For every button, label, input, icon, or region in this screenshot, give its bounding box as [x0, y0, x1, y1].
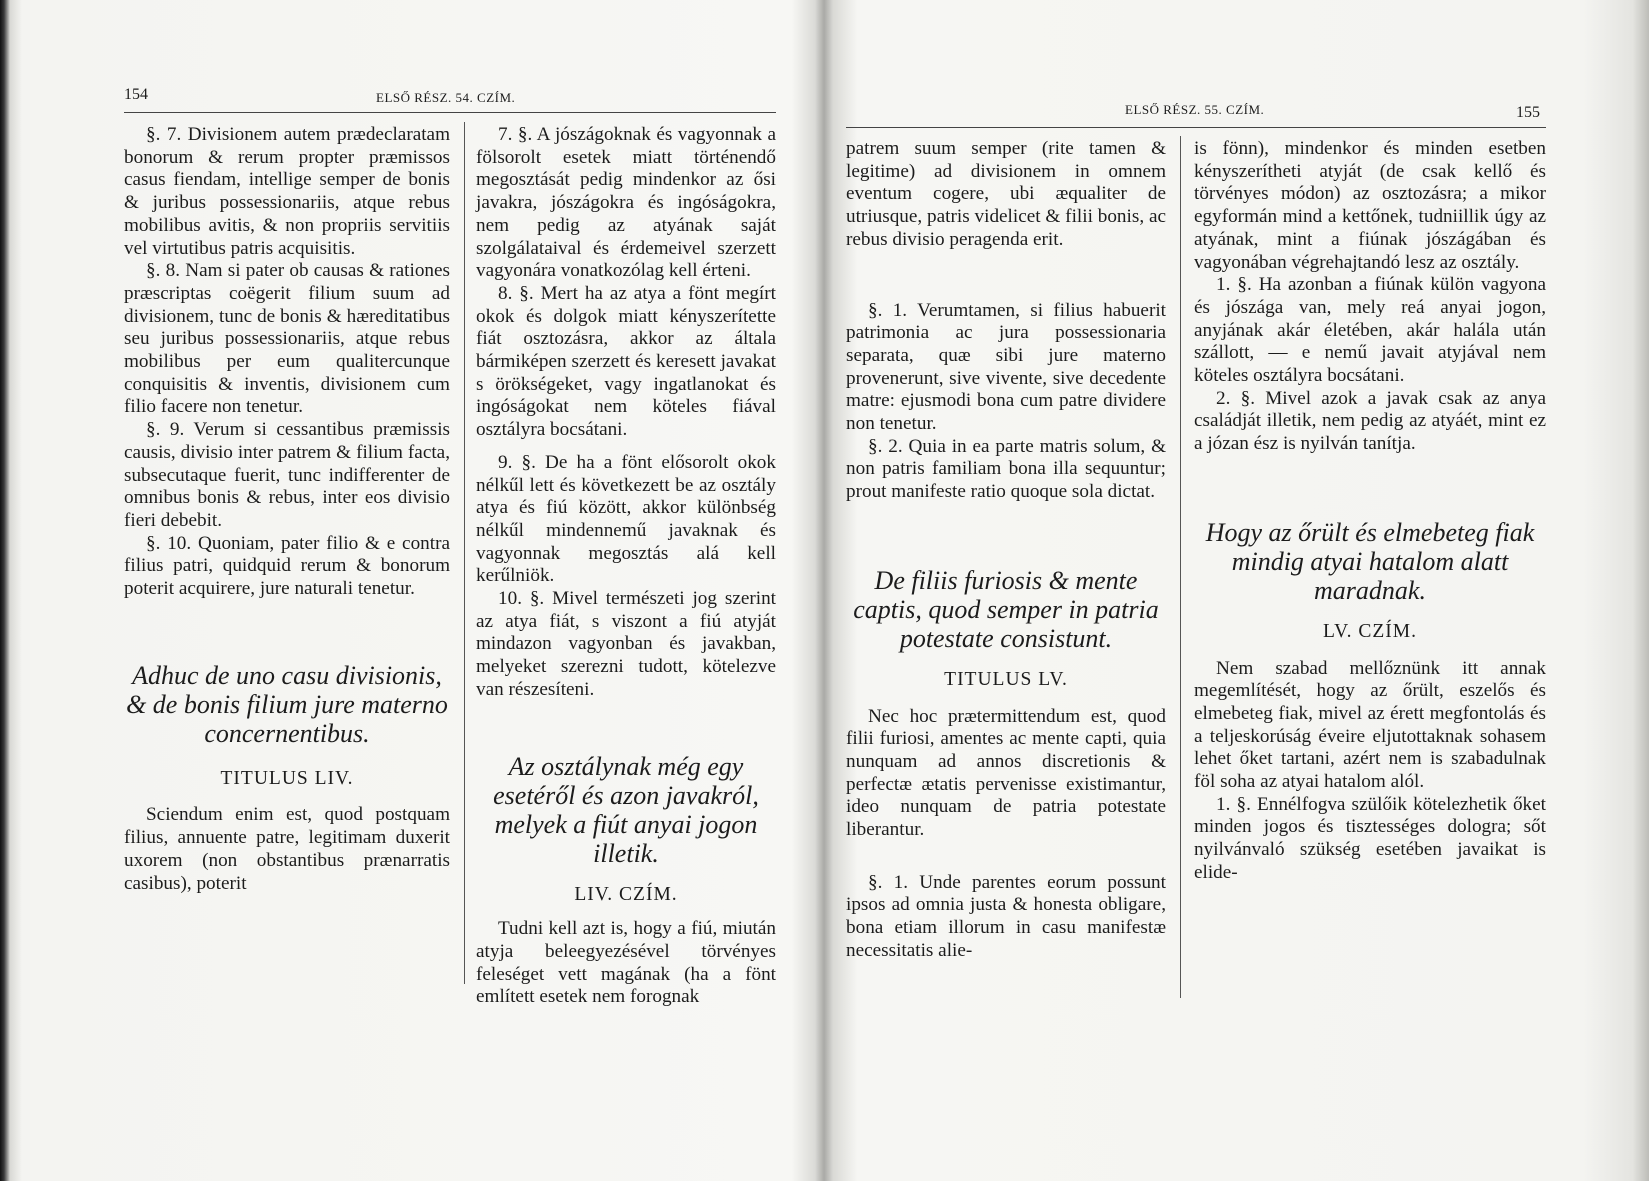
hungarian-column [476, 124, 776, 1009]
paragraph: Nem szabad mellőznünk itt annak megemlítését, hogy az őrült, eszelős és elmebeteg fiak, mivel az érett megfontolás és a teljeskorúság éveire eljutottaknak sohasem lehet őket tartani, azért nem is szabadulnak föl soha az atyai hatalom alól. [1194, 657, 1546, 793]
running-header: ELSŐ RÉSZ. 54. CZÍM. [376, 90, 516, 105]
page-number: 155 [1516, 104, 1540, 121]
section-heading: Hogy az őrült és elmebeteg fiak mindig atyai hatalom alatt maradnak. [1205, 517, 1535, 605]
column-divider [1180, 136, 1181, 998]
latin-column [124, 124, 450, 895]
paragraph: §. 1. Unde parentes eorum possunt ipsos ad omnia justa & honesta obligare, bona etiam illorum in casu manifestæ necessitatis alie- [846, 871, 1166, 961]
paragraph: §. 1. Verumtamen, si filius habuerit patrimonia ac jura possessionaria separata, quæ sibi jure materno provenerunt, sive vivente, sive decedente matre: ejusmodi bona cum patre dividere non tenetur. [846, 299, 1166, 435]
paragraph: Sciendum enim est, quod postquam filius, annuente patre, legitimam duxerit uxorem (non obstantibus prænarratis casibus), poterit [124, 804, 450, 894]
hungarian-column [1194, 138, 1546, 885]
header-rule [846, 127, 1546, 128]
titulus: TITULUS LV. [944, 668, 1068, 690]
paragraph: §. 9. Verum si cessantibus præmissis causis, divisio inter patrem & filium facta, subsecutaque fuerit, tunc indifferenter de omnibus bonis & rebus, inter eos divisio fieri debebit. [124, 419, 450, 531]
paragraph: is fönn), mindenkor és minden esetben kényszerítheti atyját (de csak kellő és törvényes módon) az osztozásra; a mikor egyformán mind a kettőnek, tudniillik úgy az atyának, mint a fiúnak jószágában és vagyonában végrehajtandó lesz az osztály. [1194, 138, 1546, 273]
paragraph: §. 10. Quoniam, pater filio & e contra filius patri, quidquid rerum & bonorum poterit acquirere, jure naturali tenetur. [124, 532, 450, 600]
titulus: TITULUS LIV. [220, 767, 354, 789]
section-heading: Az osztálynak még egy esetéről és azon javakról, melyek a fiút anyai jogon illetik. [493, 751, 759, 868]
paragraph: Nec hoc prætermittendum est, quod filii furiosi, amentes ac mente capti, quia nunquam ad annos discretionis & perfectæ ætatis pervenisse existimantur, ideo nunquam de patria potestate liberantur. [846, 705, 1166, 841]
paragraph: 1. §. Ha azonban a fiúnak külön vagyona és jószága van, mely reá anyai jogon, anyjának akár életében, akár halála után szállott, — e nemű javait atyjával nem köteles osztályra bocsátani. [1194, 274, 1546, 387]
left-page [10, 0, 830, 1181]
column-divider [464, 122, 465, 984]
paragraph: §. 8. Nam si pater ob causas & rationes præscriptas coëgerit filium suum ad divisionem, tunc de bonis & hæreditatibus seu juribus possessionariis, atque rebus mobilibus per eum qualitercunque conquisitis & inventis, divisionem cum filio facere non tenetur. [124, 260, 450, 418]
titulus: LV. CZÍM. [1322, 620, 1418, 642]
paragraph: patrem suum semper (rite tamen & legitime) ad divisionem in omnem eventum cogere, ubi æqualiter de utriusque, patris videlicet & filii bonis, ac rebus divisio peragenda erit. [846, 138, 1166, 250]
paragraph: 2. §. Mivel azok a javak csak az anya családját illetik, nem pedig az atyáét, mint ez a józan ész is nyilván tanítja. [1194, 387, 1546, 455]
paragraph: 7. §. A jószágoknak és vagyonnak a fölsorolt esetek miatt történendő megosztását pedig mindenkor az ősi javakra, jószágokra és ingóságokra, nem pedig az atyának saját szolgálataival és érdemeivel szerzett vagyonára vonatkozólag kell érteni. [476, 124, 776, 282]
section-heading: De filiis furiosis & mente captis, quod semper in patria potestate consistunt. [853, 565, 1159, 653]
titulus: LIV. CZÍM. [574, 883, 678, 905]
header-rule [124, 112, 776, 113]
paragraph: §. 7. Divisionem autem prædeclaratam bonorum & rerum propter præmissos casus fiendam, intellige semper de bonis & juribus possessionariis, atque rebus mobilibus avitis, & non propriis servitiis vel virtutibus patris acquisitis. [124, 124, 450, 259]
paragraph: 9. §. De ha a fönt elősorolt okok nélkűl lett és következett be az osztály atya és fiú között, akkor különbség nélkűl mindennemű javaknak és vagyonnak megosztás alá kell kerűlniök. [476, 451, 776, 587]
running-header: ELSŐ RÉSZ. 55. CZÍM. [1125, 102, 1265, 117]
right-page [830, 0, 1635, 1181]
section-heading: Adhuc de uno casu divisionis, & de bonis filium jure materno concernentibus. [126, 660, 448, 748]
paragraph: Tudni kell azt is, hogy a fiú, miután atyja beleegyezésével törvényes feleséget vett magának (ha a fönt említett esetek nem forognak [476, 918, 776, 1008]
paragraph: §. 2. Quia in ea parte matris solum, & non patris familiam bona illa sequuntur; prout manifeste ratio quoque sola dictat. [846, 435, 1166, 503]
page-number: 154 [124, 86, 148, 103]
paragraph: 8. §. Mert ha az atya a fönt megírt okok és dolgok miatt kényszerítette fiát osztozásra, akkor az általa bármiképen szerzett és keresett javakat s örökségeket, vagy ingatlanokat és ingóságokat nem köteles fiával osztályra bocsátani. [476, 282, 776, 441]
paragraph: 10. §. Mivel természeti jog szerint az atya fiát, s viszont a fiú atyját mindazon vagyonban és javakban, melyeket szerezni tudott, kötelezve van részesíteni. [476, 588, 776, 700]
latin-column [846, 138, 1166, 963]
paragraph: 1. §. Ennélfogva szülőik kötelezhetik őket minden jogos és tisztességes dologra; sőt nyilvánvaló szükség esetében javaikat is elide- [1194, 793, 1546, 883]
